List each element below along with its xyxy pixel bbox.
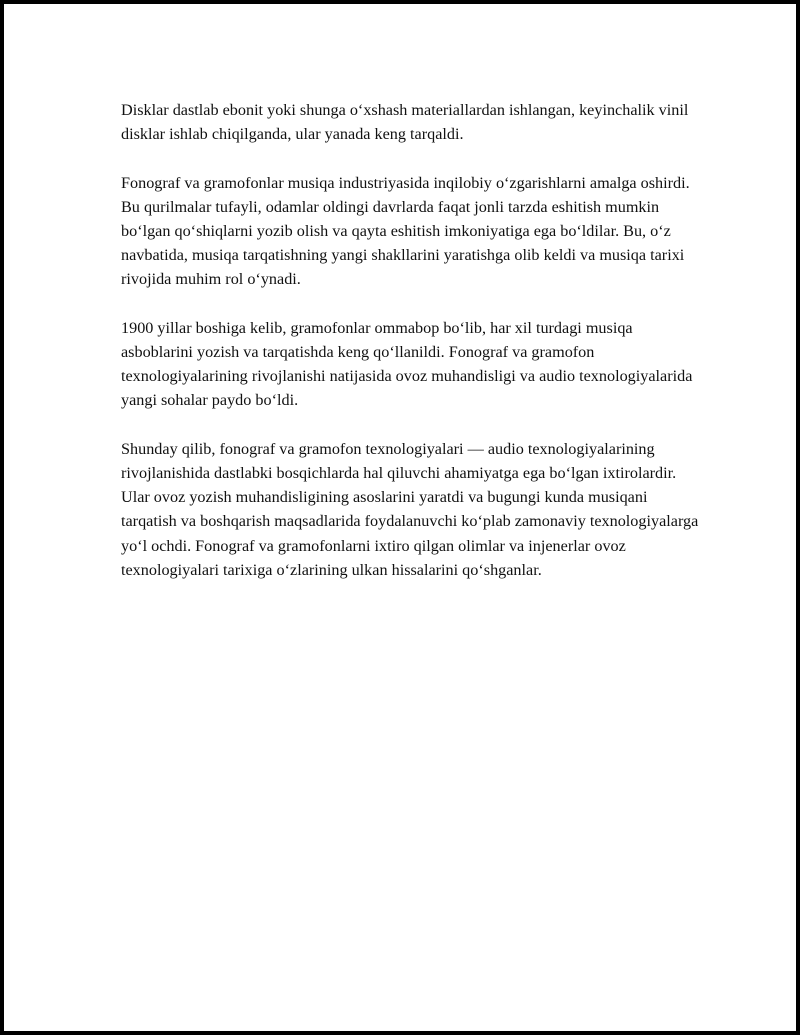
paragraph-1: Disklar dastlab ebonit yoki shunga o‘xshash materiallardan ishlangan, keyinchalik vinil disklar ishlab chiqilganda, ular yanada keng tarqaldi. [121, 101, 689, 144]
paragraph-4: Shunday qilib, fonograf va gramofon texnologiyalari — audio texnologiyalarining rivojlanishida dastlabki bosqichlarda hal qiluvchi ahamiyatga ega bo‘lgan ixtirolardir. Ular ovoz yozish muhandisligining asoslarini yaratdi va bugungi kunda musiqani tarqatish va boshqarish maqsadlarida foydalanuvchi ko‘plab zamonaviy texnologiyalarga yo‘l ochdi. Fonograf va gramofonlarni ixtiro qilgan olimlar va injenerlar ovoz texnologiyalari tarixiga o‘zlarining ulkan hissalarini qo‘shganlar. [121, 439, 699, 579]
paragraph-2: Fonograf va gramofonlar musiqa industriyasida inqilobiy o‘zgarishlarni amalga oshirdi. Bu qurilmalar tufayli, odamlar oldingi davrlarda faqat jonli tarzda eshitish mumkin bo‘lgan qo‘shiqlarni yozib olish va qayta eshitish imkoniyatiga ega bo‘ldilar. Bu, o‘z navbatida, musiqa tarqatishning yangi shakllarini yaratishga olib keldi va musiqa tarixi rivojida muhim rol o‘ynadi. [121, 173, 690, 289]
paragraph-3: 1900 yillar boshiga kelib, gramofonlar ommabop bo‘lib, har xil turdagi musiqa asboblarini yozish va tarqatishda keng qo‘llanildi. Fonograf va gramofon texnologiyalarining rivojlanishi natijasida ovoz muhandisligi va audio texnologiyalarida yangi sohalar paydo bo‘ldi. [121, 318, 693, 410]
document-body [121, 98, 701, 582]
